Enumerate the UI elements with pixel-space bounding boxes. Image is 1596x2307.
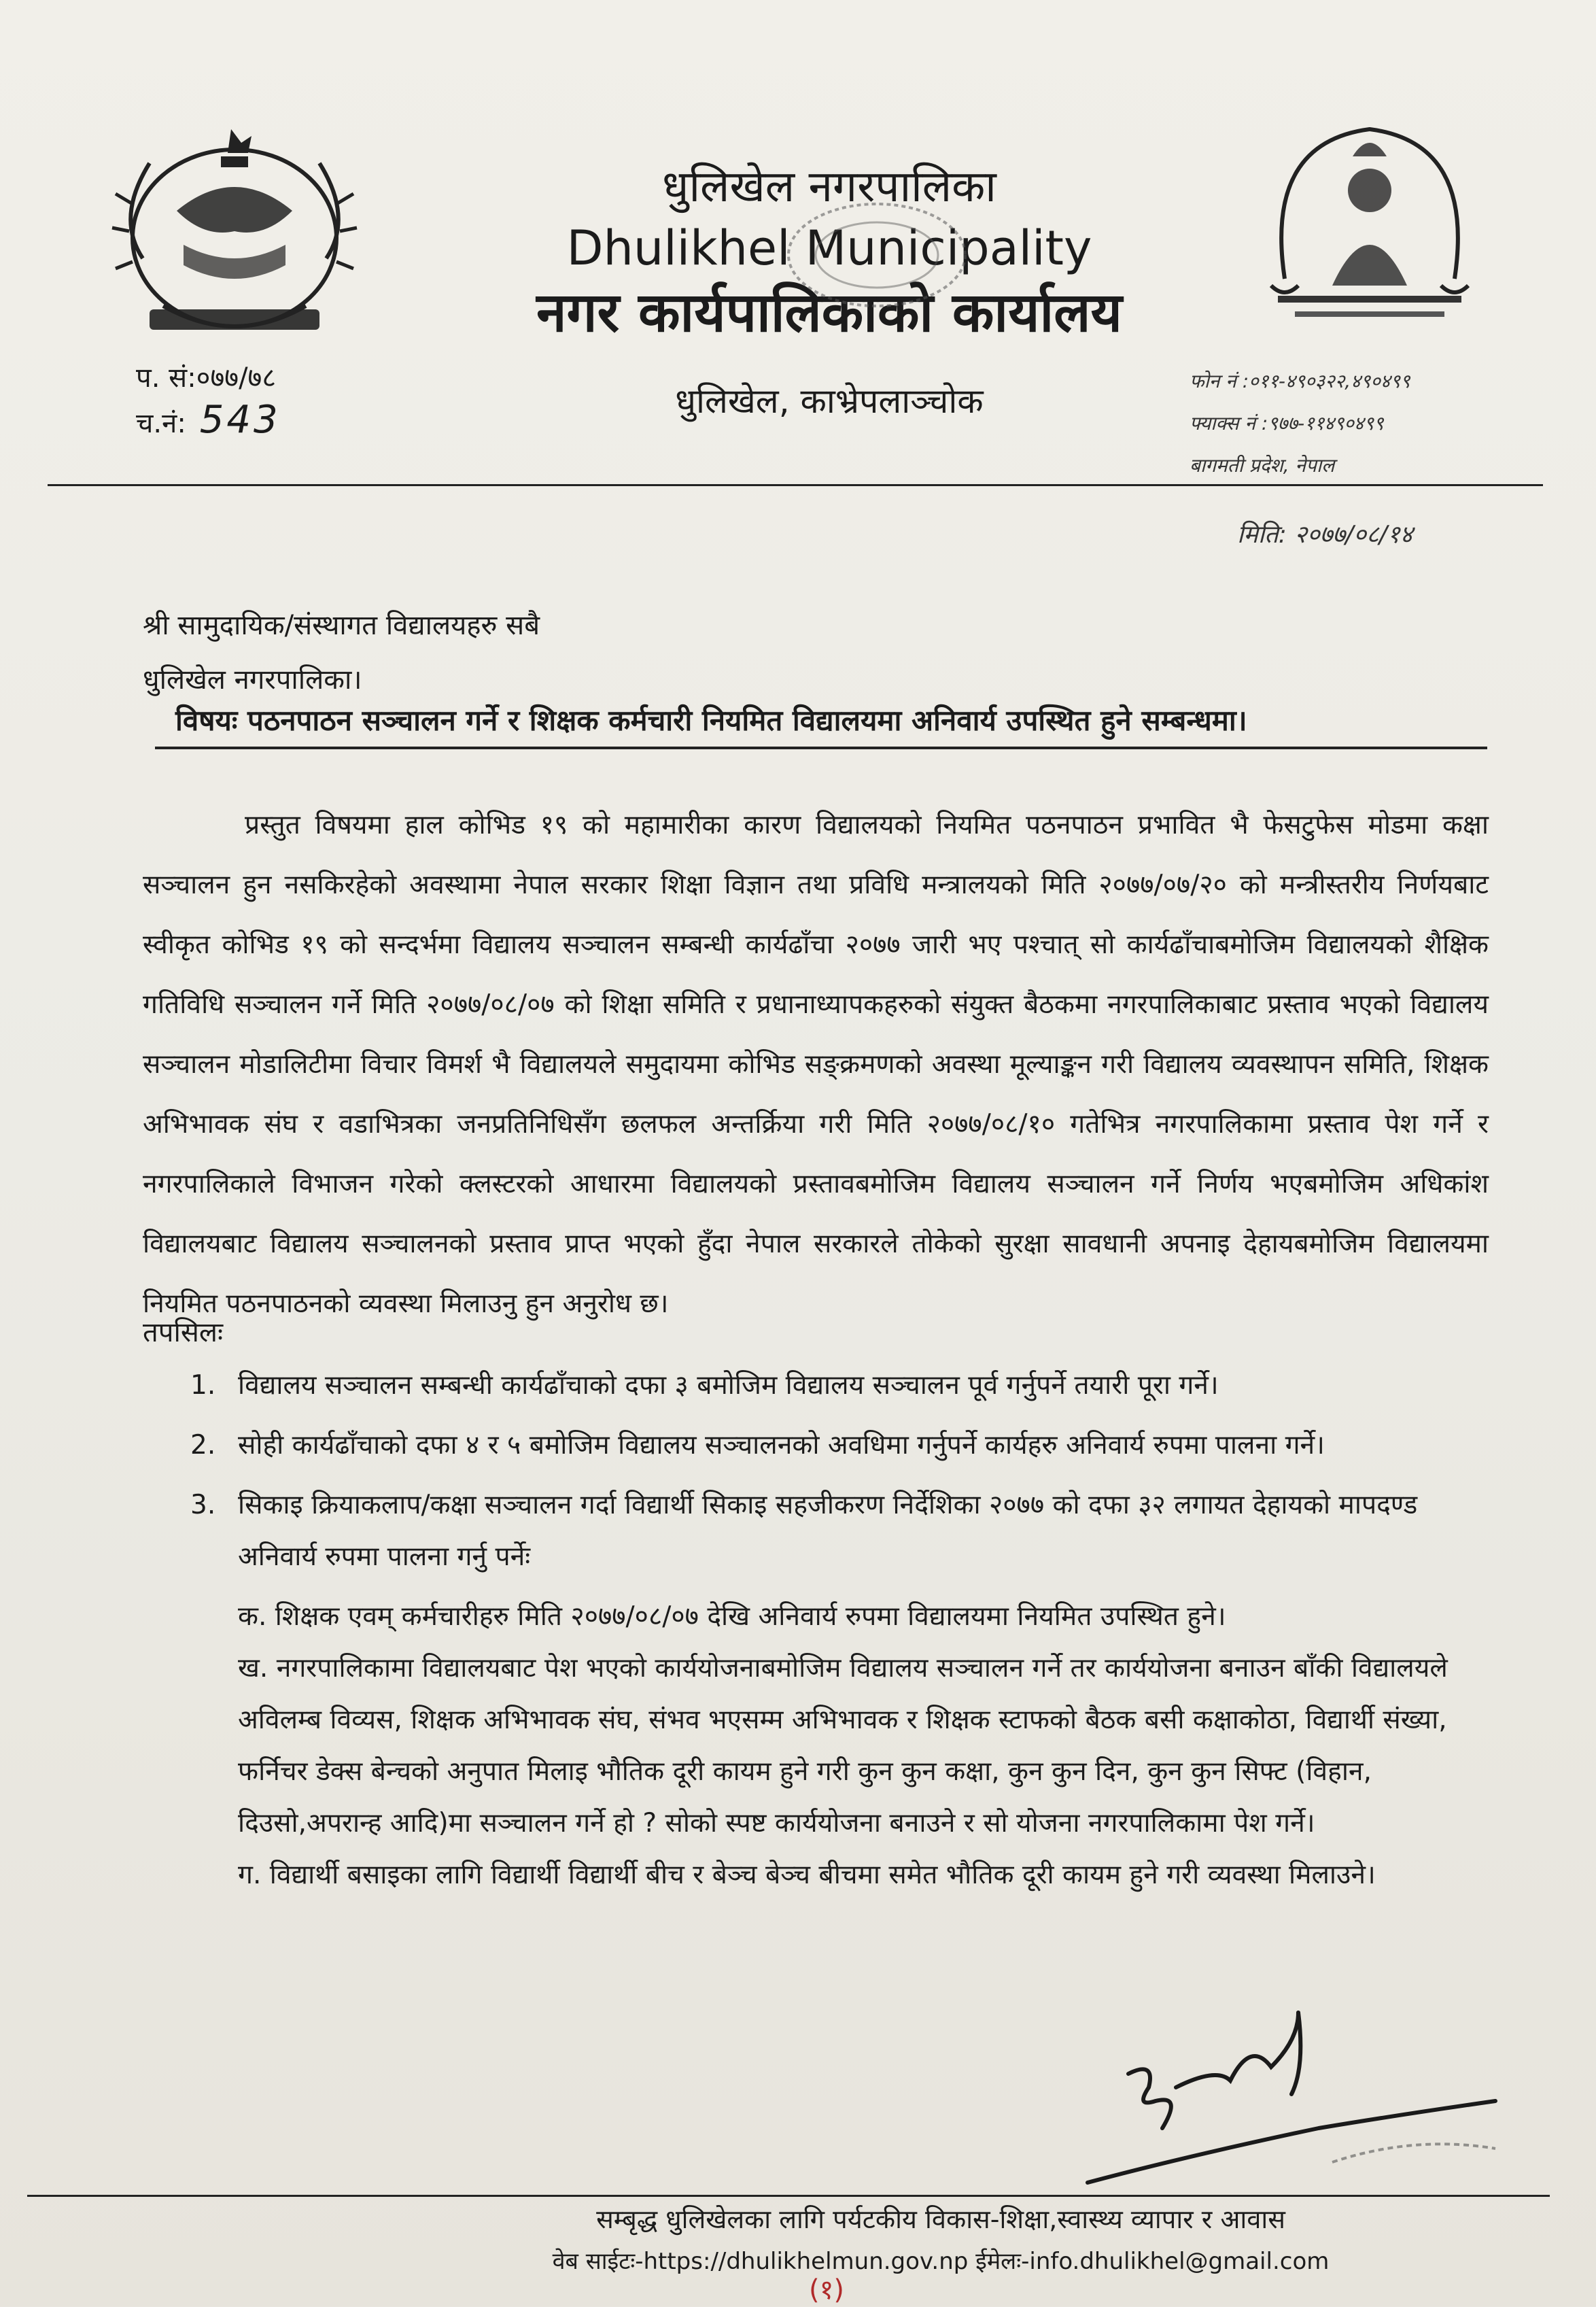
list-item [190, 1480, 1482, 1583]
footer-divider [27, 2195, 1550, 2197]
list-item [190, 1420, 1482, 1471]
letter-date: मिति: २०७७/०८/१४ [1237, 521, 1413, 549]
dispatch-number-label: च.नं: [136, 408, 186, 439]
list-item-text: सोही कार्यढाँचाको दफा ४ र ५ बमोजिम विद्यालय सञ्चालनको अवधिमा गर्नुपर्ने कार्यहरु अनिवार्य रुपमा पालना गर्ने। [238, 1430, 1325, 1460]
list-item-text: सिकाइ क्रियाकलाप/कक्षा सञ्चालन गर्दा विद्यार्थी सिकाइ सहजीकरण निर्देशिका २०७७ को दफा ३२ लगायत देहायको मापदण्ड अनिवार्य रुपमा पालना गर्नु पर्नेः [238, 1490, 1418, 1572]
list-item-text: विद्यालय सञ्चालन सम्बन्धी कार्यढाँचाको दफा ३ बमोजिम विद्यालय सञ्चालन पूर्व गर्नुपर्ने तयारी पूरा गर्ने। [238, 1370, 1219, 1401]
body-paragraph: प्रस्तुत विषयमा हाल कोभिड १९ को महामारीका कारण विद्यालयको नियमित पठनपाठन प्रभावित भै फेसटुफेस मोडमा कक्षा सञ्चालन हुन नसकिरहेको अवस्थामा नेपाल सरकार शिक्षा विज्ञान तथा प्रविधि मन्त्रालयको मिति २०७७/०७/२० को मन्त्रीस्तरीय निर्णयबाट स्वीकृत कोभिड १९ को सन्दर्भमा विद्यालय सञ्चालन सम्बन्धी कार्यढाँचा २०७७ जारी भए पश्चात् सो कार्यढाँचाबमोजिम विद्यालयको शैक्षिक गतिविधि सञ्चालन गर्ने मिति २०७७/०८/०७ को शिक्षा समिति र प्रधानाध्यापकहरुको संयुक्त बैठकमा नगरपालिकाबाट प्रस्ताव भएको विद्यालय सञ्चालन मोडालिटीमा विचार विमर्श भै विद्यालयले समुदायमा कोभिड सङ्क्रमणको अवस्था मूल्याङ्कन गरी विद्यालय व्यवस्थापन समिति, शिक्षक अभिभावक संघ र वडाभित्रका जनप्रतिनिधिसँग छलफल अन्तर्क्रिया गरी मिति २०७७/०८/१० गतेभित्र नगरपालिकामा प्रस्ताव पेश गर्ने र नगरपालिकाले विभाजन गरेको क्लस्टरको आधारमा विद्यालयको प्रस्तावबमोजिम विद्यालय सञ्चालन गर्ने निर्णय भएबमोजिम अधिकांश विद्यालयबाट विद्यालय सञ्चालनको प्रस्ताव प्राप्त भएको हुँदा नेपाल सरकारले तोकेको सुरक्षा सावधानी अपनाइ देहायबमोजिम विद्यालयमा नियमित पठनपाठनको व्यवस्था मिलाउनु हुन अनुरोध छ। [143, 810, 1489, 1319]
sub-item: ख. नगरपालिकामा विद्यालयबाट पेश भएको कार्ययोजनाबमोजिम विद्यालय सञ्चालन गर्ने तर कार्ययोजना बनाउन बाँकी विद्यालयले अविलम्ब विव्यस, शिक्षक अभिभावक संघ, संभव भएसम्म अभिभावक र शिक्षक स्टाफको बैठक बसी कक्षाकोठा, विद्यार्थी संख्या, फर्निचर डेक्स बेन्चको अनुपात मिलाइ भौतिक दूरी कायम हुने गरी कुन कुन कक्षा, कुन कुन दिन, कुन कुन सिफ्ट (विहान, दिउसो,अपरान्ह आदि)मा सञ्चालन गर्ने हो ? सोको स्पष्ट कार्ययोजना बनाउने र सो योजना नगरपालिकामा पेश गर्ने। [238, 1653, 1448, 1839]
subject-line: विषयः पठनपाठन सञ्चालन गर्ने र शिक्षक कर्मचारी नियमित विद्यालयमा अनिवार्य उपस्थित हुने सम्बन्धमा। [175, 704, 1247, 737]
province: बागमती प्रदेश, नेपाल [1190, 454, 1335, 477]
recipient-line-2: धुलिखेल नगरपालिका। [143, 664, 362, 696]
footer-contact: वेब साईटः-https://dhulikhelmun.gov.np ईमेलः-info.dhulikhel@gmail.com [552, 2248, 1330, 2275]
municipality-name-nepali: धुलिखेल नगरपालिका [662, 162, 996, 212]
fax-number: फ्याक्स नं :९७७-११४९०४९९ [1190, 412, 1384, 434]
office-address: धुलिखेल, काभ्रेपलाञ्चोक [675, 381, 984, 421]
reference-block [136, 357, 281, 445]
reference-number: प. सं:०७७/७८ [136, 362, 277, 394]
nepal-emblem-icon [102, 102, 367, 354]
municipality-logo-icon [1257, 116, 1482, 340]
office-name: नगर कार्यपालिकाको कार्यालय [536, 281, 1122, 344]
list-item-number: 1. [190, 1370, 216, 1401]
subject-underline [155, 747, 1487, 749]
municipality-name-english: Dhulikhel Municipality [566, 220, 1092, 276]
details-heading: तपसिलः [143, 1317, 224, 1348]
recipient-block [143, 598, 540, 707]
list-item [190, 1360, 1482, 1412]
recipient-line-1: श्री सामुदायिक/संस्थागत विद्यालयहरु सबै [143, 610, 540, 641]
sub-item: क. शिक्षक एवम् कर्मचारीहरु मिति २०७७/०८/०७ देखि अनिवार्य रुपमा विद्यालयमा नियमित उपस्थित हुने। [238, 1601, 1226, 1632]
list-item-number: 2. [190, 1430, 216, 1460]
signature-icon [1074, 1992, 1536, 2196]
details-list [190, 1360, 1482, 1901]
header-divider [48, 484, 1543, 486]
sub-item: ग. विद्यार्थी बसाइका लागि विद्यार्थी विद्यार्थी बीच र बेञ्च बेञ्च बीचमा समेत भौतिक दूरी कायम हुने गरी व्यवस्था मिलाउने। [238, 1860, 1376, 1890]
dispatch-number-value: 543 [199, 398, 281, 442]
page-number: (१) [809, 2274, 845, 2306]
list-item-number: 3. [190, 1490, 216, 1520]
contact-block [1190, 360, 1516, 487]
footer [0, 2198, 1596, 2282]
dispatch-number [136, 399, 281, 445]
office-seal-icon [782, 197, 972, 313]
footer-motto: सम्बृद्ध धुलिखेलका लागि पर्यटकीय विकास-शिक्षा,स्वास्थ्य व्यापार र आवास [596, 2204, 1285, 2234]
phone-number: फोन नं :०११-४९०३२२,४९०४९९ [1190, 370, 1410, 392]
